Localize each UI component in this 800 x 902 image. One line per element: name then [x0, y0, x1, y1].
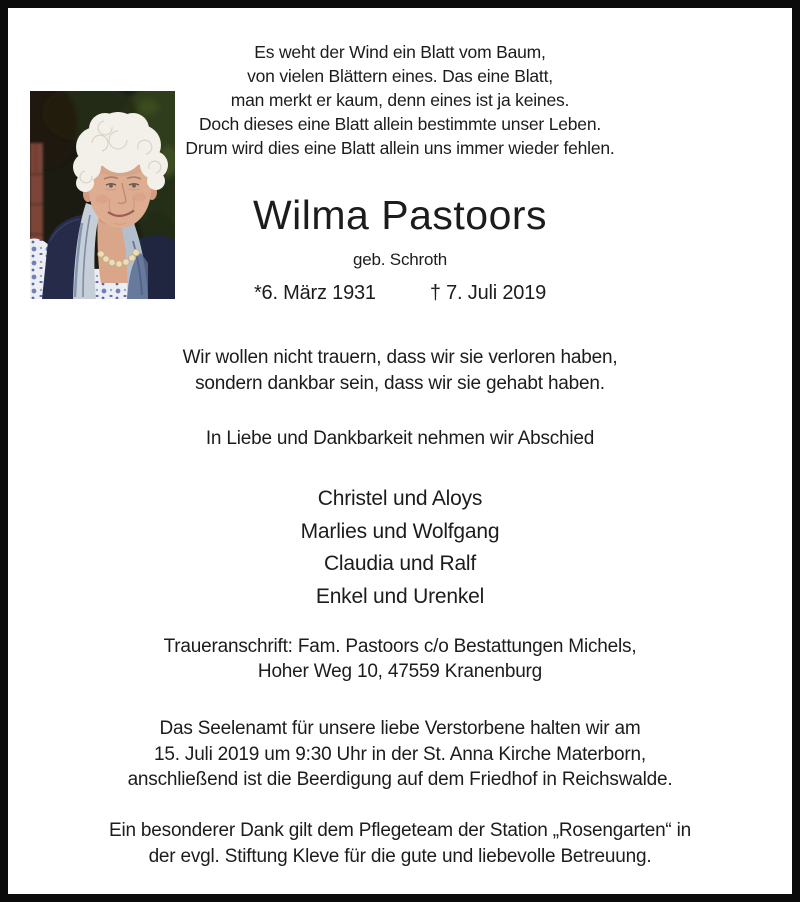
life-dates: [8, 280, 792, 306]
thanks-line: Ein besonderer Dank gilt dem Pflegeteam der Station „Rosengarten“ in: [108, 820, 692, 841]
thanks-line: der evgl. Stiftung Kleve für die gute und liebevolle Betreuung.: [148, 845, 652, 867]
memorial-poem: [8, 40, 792, 160]
mourner-entry: Christel und Aloys: [317, 487, 483, 510]
service-line: 15. Juli 2019 um 9:30 Uhr in der St. Anna Kirche Materborn,: [154, 743, 646, 765]
poem-line: von vielen Blättern eines. Das eine Blatt,: [247, 66, 553, 86]
poem-line: Es weht der Wind ein Blatt vom Baum,: [254, 42, 546, 62]
service-line: anschließend ist die Beerdigung auf dem Friedhof in Reichswalde.: [127, 769, 673, 790]
mourners-list: [8, 483, 792, 613]
tribute-line: Wir wollen nicht trauern, dass wir sie verloren haben,: [182, 347, 618, 368]
farewell-line: In Liebe und Dankbarkeit nehmen wir Abschied: [205, 428, 595, 449]
poem-line: man merkt er kaum, denn eines ist ja keines.: [230, 90, 570, 110]
birth-date: *6. März 1931: [253, 282, 376, 304]
poem-line: Doch dieses eine Blatt allein bestimmte unser Leben.: [198, 114, 602, 134]
mourner-entry: Marlies und Wolfgang: [300, 519, 500, 543]
mourner-entry: Claudia und Ralf: [323, 552, 477, 575]
maiden-name: geb. Schroth: [353, 250, 447, 269]
service-line: Das Seelenamt für unsere liebe Verstorbene halten wir am: [159, 718, 641, 739]
address-line: Hoher Weg 10, 47559 Kranenburg: [257, 661, 543, 682]
deceased-name: Wilma Pastoors: [252, 192, 548, 238]
poem-line: Drum wird dies eine Blatt allein uns immer wieder fehlen.: [185, 138, 615, 158]
farewell-text: [8, 426, 792, 452]
tribute-line: sondern dankbar sein, dass wir sie gehabt haben.: [195, 373, 605, 394]
address-line: Traueranschrift: Fam. Pastoors c/o Bestattungen Michels,: [163, 636, 637, 657]
thanks-text: [8, 818, 792, 869]
tribute-text: [8, 345, 792, 397]
death-date: † 7. Juli 2019: [429, 282, 547, 304]
mourner-entry: Enkel und Urenkel: [315, 584, 485, 608]
mourning-address: [8, 634, 792, 684]
service-info: [8, 716, 792, 793]
